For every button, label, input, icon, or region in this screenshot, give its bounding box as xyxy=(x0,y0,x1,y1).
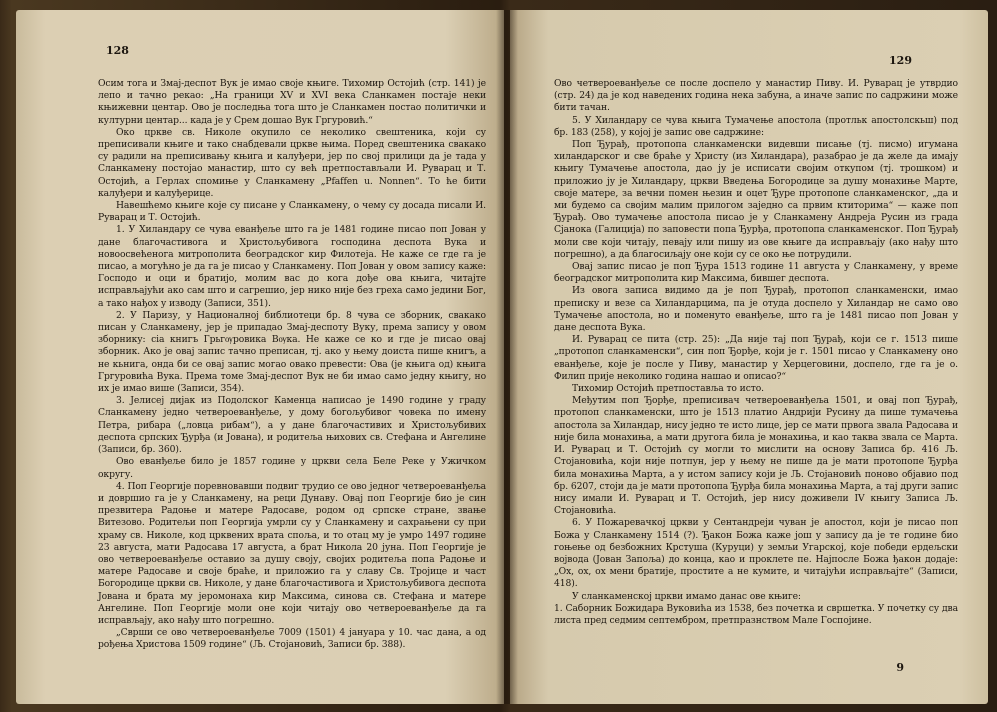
right-page xyxy=(510,10,988,704)
paragraph: Поп Ђурађ, протопопа сланкаменски видевши писање (тј. писмо) игумана хиландарског и све браће у Христу (из Хиландара), разабрао је да желе да имају књигу Тумачење апостола, дао ју је исписати својим откупом (тј. трошком) и приложио ју је Хиландару, цркви Введења Богородице за душу монахиње Марте, своје матере, за вечни помен њезин и оцет Ђуре протопопе сланкаменског, „да и ми будемо са својим малим прилогом заједно са првим ктиторима“ — каже поп Ђурађ. Ово тумачење апостола писао је у Сланкамену Андреја Русин из града Сјанока (Галиција) по заповести попа Ђурђа, протопопа сланкаменског. Поп Ђурађ моли све који читају, певају или пишу из ове књиге да исправљају (ако нађу што погрешно), а да благосиљају оне који су се око ње потрудили. xyxy=(554,139,958,260)
paragraph: „Сврши се ово четвероеванђеље 7009 (1501) 4 јануара у 10. час дана, а од рођења Христова 1509 године“ (Љ. Стојановић, Записи бр. 388). xyxy=(98,627,486,651)
paragraph: И. Руварац се пита (стр. 25): „Да није тај поп Ђурађ, који се г. 1513 пише „протопоп сланкаменски“, син поп Ђорђе, који је г. 1501 писао у Сланкамену оно еванђеље, које је после у Пиву, манастир у Херцеговини, доспело, где га је о. Филип прије неколико година нашао и описао?“ xyxy=(554,334,958,382)
paragraph: Навешћемо књиге које су писане у Сланкамену, о чему су досада писали И. Руварац и Т. Остојић. xyxy=(98,200,486,224)
paragraph: 1. Саборник Божидара Вуковића из 1538, без почетка и свршетка. У почетку су два листа пред седмим септембром, претпразнством Мале Госпојине. xyxy=(554,602,958,626)
paragraph: Ово еванђеље било је 1857 године у цркви села Беле Реке у Ужичком округу. xyxy=(98,456,486,480)
paragraph: Ово четвероеванђеље се после доспело у манастир Пиву. И. Руварац је утврдио (стр. 24) да је код наведених година нека забуна, а иначе запис по садржини може бити тачан. xyxy=(554,78,958,114)
paragraph: 5. У Хиландару се чува књига Тумачење апостола (протльк апостолскьш) под бр. 183 (258), у којој је запис ове садржине: xyxy=(554,114,958,138)
paragraph: Из овога записа видимо да је поп Ђурађ, протопоп сланкаменски, имао преписку и везе са Хиландарцима, па је отуда доспело у Хиландар не само ово Тумачење апостола, но и поменуто еванђеље, што га је 1481 писао поп Јован у дане деспота Вука. xyxy=(554,285,958,334)
paragraph: 1. У Хиландару се чува еванђеље што га је 1481 године писао поп Јован у дане благочастивога и Христољубивога господина деспота Вука и новоосвећенога митрополита београдског кир Филотеја. Не каже се где га је писао, а могућно је да га је писао у Сланкамену. Поп Јован у овом запису каже: Господо и оци и братијо, молим вас до кога дође ова књига, читајте исправљајући ако сам што и сагрешио, јер нико није без греха само једини Бог, а тако нађох у изводу (Записи, 351). xyxy=(98,224,486,309)
right-page-text xyxy=(554,78,958,627)
paragraph: У сланкаменској цркви имамо данас ове књиге: xyxy=(572,590,801,602)
paragraph: 6. У Пожаревачкој цркви у Сентандреји чуван је апостол, који је писао поп Божа у Сланкамену 1514 (?). Ђакон Божа каже још у запису да је те године био гоњење од безбожних Крстуша (Куруци) у земљи Угарској, које победи ердељски војвода (Јован Запоља) до конца, као и проклете пе. Најпосле Божа ђакон додаје: „Ох, ох, ох мени братије, простите а не кумите, и читајући исправљајте“ (Записи, 418). xyxy=(554,517,958,590)
paragraph: 3. Јелисеј дијак из Подолског Каменца написао је 1490 године у граду Сланкамену једно четвероеванђеље, у дому богољубивог човека по имену Петра, рибара („ловца рибам“), а у дане благочастивих и Христољубивих деспота српских Ђурђа (и Јована), и родитеља њихових св. Стефана и Ангелине (Записи, бр. 360). xyxy=(98,395,486,456)
paragraph: Осим тога и Змај-деспот Вук је имао своје књиге. Тихомир Остојић (стр. 141) је лепо и тачно рекао: „На граници XV и XVI века Сланкамен постаје неки књижевни центар. Ово је последња тога што је Сланкамен постао политички и културни центар... када је у Срем дошао Вук Гргуровић.“ xyxy=(98,78,486,126)
paragraph: Тихомир Остојић претпоставља то исто. xyxy=(572,383,764,395)
paragraph: Око цркве св. Николе окупило се неколико свештеника, који су преписивали књиге и тако снабдевали цркве њима. Поред свештеника свакако су радили на преписивању књига и калуђери, јер по свој прилици да је тада у Сланкамену постојао манастир, што су већ претпостављали И. Руварац и Т. Остојић, а Герлах спомиње у Сланкамену „Pfaffen u. Nonnen“. То ће бити калуђери и калуђерице. xyxy=(98,126,486,199)
left-page-number: 128 xyxy=(106,44,129,57)
right-page-number: 129 xyxy=(889,54,912,67)
paragraph: Међутим поп Ђорђе, преписивач четвероеванђеља 1501, и овај поп Ђурађ, протопоп сланкаменски, што је 1513 платио Андрији Русину да пише тумачења апостола за Хиландар, нису једно те исто лице, јер се мати првога звала Радосава и није била монахиња, а мати другога била је монахиња, и као таква звала се Марта. И. Руварац и Т. Остојић су могли то мислити на основу Записа бр. 416 Љ. Стојановића, који није потпун, јер у њему не пише да је мати протопопе Ђурђа била монахиња Марта, а у истом запису који је Љ. Стојановић поново објавио под бр. 6207, стоји да је мати протопопа Ђурђа била монахиња Марта, а тај други запис нису имали И. Руварац и Т. Остојић, јер нису доживели IV књигу Записа Љ. Стојановића. xyxy=(554,395,958,517)
paragraph: 4. Поп Георгије поревновавши подвиг трудио се ово једног четвероеванђеља и довршио га је у Сланкамену, на реци Дунаву. Овај поп Георгије био је син презвитера Радоње и матере Радосаве, родом од српске стране, звање Витезово. Родитељи поп Георгија умрли су у Сланкамену и сахрањени су при храму св. Николе, код црквених врата споља, и то отац му је умро 1497 године 23 августа, мати Радосава 17 августа, а брат Никола 20 јуна. Поп Георгије је ово четвероеванђеље оставио за душу своју, својих родитеља попа Радоње и матере Радосаве и своје браће, и приложио га у славу Св. Тројице и част Богородице цркви св. Николе, у дане благочастивога и Христољубивога деспота Јована и брата му јеромонаха кир Максима, синова св. Стефана и матере Ангелине. Поп Георгије моли оне који читају ово четвероеванђеље да га исправљају, ако нађу што погрешно. xyxy=(98,480,486,626)
left-page-text xyxy=(98,78,486,652)
signature-mark: 9 xyxy=(896,661,904,674)
paragraph: 2. У Паризу, у Националној библиотеци бр. 8 чува се зборник, свакако писан у Сланкамену, јер је припадао Змај-деспоту Вуку, према запису у овом зборнику: сіа книгъ Грьгѹровика Вѹка. Не каже се ко и где је писао овај зборник. Ако је овај запис тачно преписан, тј. ако у њему доиста пише книгъ, а не кьнига, онда би се овај запис могао овако превести: Ова (је књига од) књига Гргуровића Вука. Према томе Змај-деспот Вук не би имао само једну књигу, но их је имао више (Записи, 354). xyxy=(98,309,486,395)
left-page xyxy=(16,10,504,704)
paragraph: Овај запис писао је поп Ђура 1513 године 11 августа у Сланкамену, у време београдског митрополита кир Максима, бившег деспота. xyxy=(554,261,958,285)
